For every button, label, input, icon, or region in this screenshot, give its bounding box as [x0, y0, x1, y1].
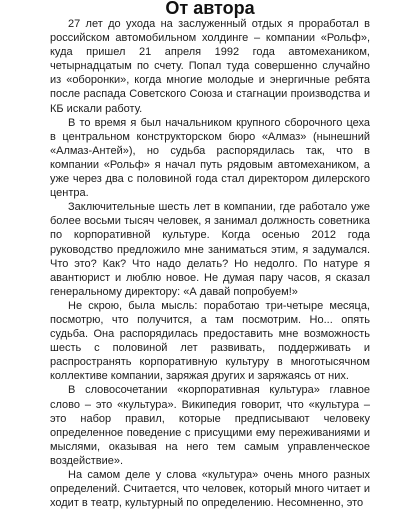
chapter-heading: От автора — [165, 0, 255, 18]
paragraph-3: Заключительные шесть лет в компании, где работало уже более восьми тысяч человек, я занимал должность советника по корпоративной культуре. Когда осенью 2012 года руководство предложило мне заниматься этим, я задумался. Что это? Как? Что надо делать? Но недолго. По натуре я авантюрист и люблю новое. Не думая пару часов, я сказал генеральному директору: «А давай попробуем!» — [50, 201, 370, 298]
paragraph-4: Не скрою, была мысль: поработаю три-четыре месяца, посмотрю, что получится, а там посмотрим. Но... опять судьба. Она распорядилась предоставить мне возможность шесть с половиной лет развивать, поддерживать и распространять корпоративную культуру в многотысячном коллективе компании, заряжая других и заряжаясь от них. — [50, 299, 370, 383]
paragraph-2: В то время я был начальником крупного сборочного цеха в центральном конструкторском бюро «Алмаз» (нынешний «Алмаз-Антей»), но судьба распорядилась так, что в компании «Рольф» я начал путь рядовым автомехаником, а уже через два с половиной года стал директором дилерского центра. — [50, 116, 370, 200]
paragraph-5: В словосочетании «корпоративная культура» главное слово – это «культура». Википедия говорит, что «культура – это набор правил, которые предписывают человеку определенное поведение с присущими ему переживаниями и мыслями, оказывая на него тем самым управленческое воздействие». — [50, 384, 370, 467]
paragraph-6: На самом деле у слова «культура» очень много разных определений. Считается, что человек, который много читает и ходит в театр, культурный по определению. Несомненно, это — [50, 469, 370, 510]
paragraph-1: 27 лет до ухода на заслуженный отдых я проработал в российском автомобильном холдинге – компании «Рольф», куда пришел 21 апреля 1992 года автомехаником, четырнадцатым по счету. Попал туда совершенно случайно из «оборонки», когда многие молодые и энергичные ребята после распада Советского Союза и стагнации производства и КБ искали работу. — [50, 18, 370, 115]
chapter-body — [50, 17, 370, 510]
